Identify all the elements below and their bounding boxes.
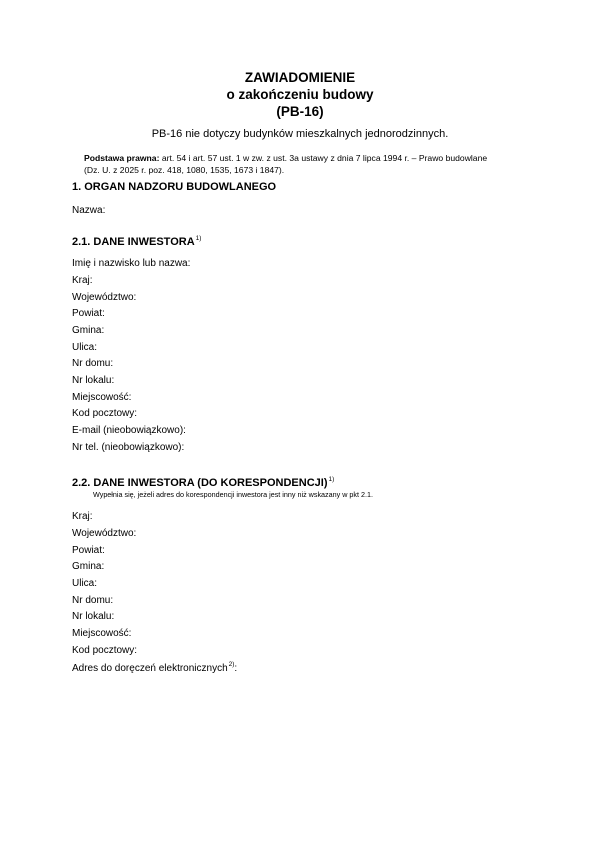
field-country: Kraj: [72,275,93,286]
legal-basis-text-continued: (Dz. U. z 2025 r. poz. 418, 1080, 1535, 1673 i 1847). [84,165,285,175]
field-apartment-number: Nr lokalu: [72,611,115,622]
section-2-2-title: 2.2. DANE INWESTORA (DO KORESPONDENCJI) [72,477,328,489]
field-commune: Gmina: [72,325,105,336]
footnote-marker: 2) [228,661,235,668]
field-house-number: Nr domu: [72,358,114,369]
field-house-number: Nr domu: [72,595,114,606]
field-voivodeship: Województwo: [72,528,137,539]
field-colon: : [234,663,238,674]
section-2-2-heading [72,476,334,489]
document-title: ZAWIADOMIENIE [244,70,356,85]
field-organ-name: Nazwa: [72,205,106,216]
section-2-1-heading [72,235,201,248]
field-email: E-mail (nieobowiązkowo): [72,425,186,436]
field-electronic-delivery-label: Adres do doręczeń elektronicznych [72,663,228,674]
section-2-1-title: 2.1. DANE INWESTORA [72,236,195,248]
field-city: Miejscowość: [72,628,132,639]
legal-basis-label: Podstawa prawna: [84,153,160,163]
field-name: Imię i nazwisko lub nazwa: [72,258,191,269]
field-voivodeship: Województwo: [72,292,137,303]
field-street: Ulica: [72,578,98,589]
field-postal-code: Kod pocztowy: [72,408,138,419]
field-county: Powiat: [72,308,105,319]
form-code: (PB-16) [276,104,324,119]
legal-basis [84,152,524,176]
document-subtitle: PB-16 nie dotyczy budynków mieszkalnych jednorodzinnych. [151,128,449,140]
section-2-2-note: Wypełnia się, jeżeli adres do korespondencji inwestora jest inny niż wskazany w pkt 2.1. [93,490,373,499]
legal-basis-text: art. 54 i art. 57 ust. 1 w zw. z ust. 3a ustawy z dnia 7 lipca 1994 r. – Prawo budowlane [159,153,488,163]
field-country: Kraj: [72,511,93,522]
field-postal-code: Kod pocztowy: [72,645,138,656]
footnote-marker: 1) [195,235,202,242]
field-commune: Gmina: [72,561,105,572]
section-1-heading: 1. ORGAN NADZORU BUDOWLANEGO [72,181,277,193]
field-phone: Nr tel. (nieobowiązkowo): [72,442,185,453]
field-city: Miejscowość: [72,392,132,403]
footnote-marker: 1) [328,476,335,483]
field-electronic-delivery-address [72,661,237,674]
field-street: Ulica: [72,342,98,353]
field-county: Powiat: [72,545,105,556]
field-apartment-number: Nr lokalu: [72,375,115,386]
document-title-line2: o zakończeniu budowy [226,87,374,102]
